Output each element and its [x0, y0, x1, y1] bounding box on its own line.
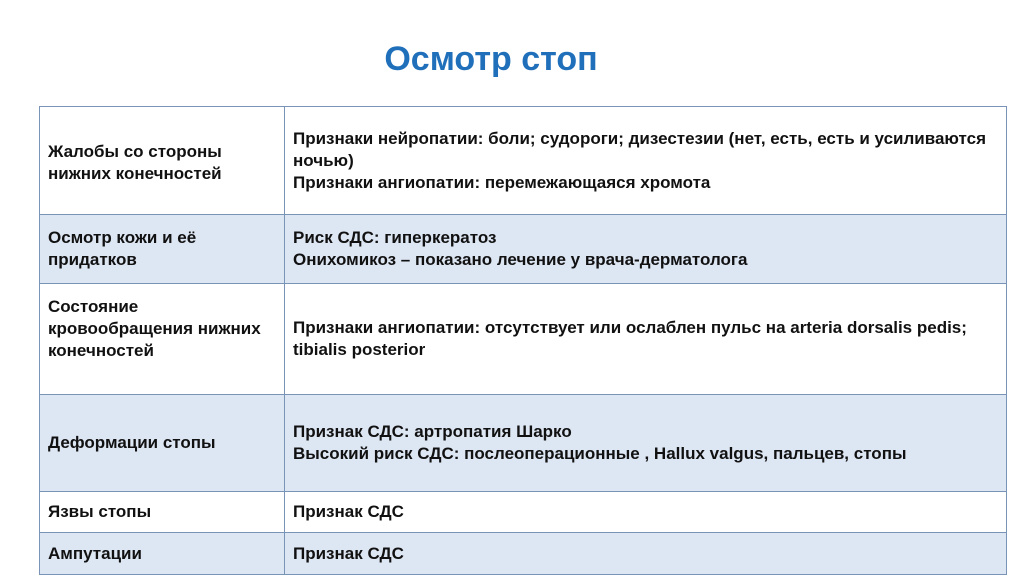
row-content-line: Признаки нейропатии: боли; судороги; дизестезии (нет, есть, есть и усиливаются ночью): [293, 128, 986, 170]
row-content-line: Признаки ангиопатии: отсутствует или ослаблен пульс на arteria dorsalis pedis; tibialis posterior: [293, 318, 967, 359]
row-content: [285, 107, 1007, 215]
row-label: Язвы стопы: [40, 492, 285, 533]
row-content-line: Признак СДС: [293, 502, 404, 521]
row-label: Ампутации: [40, 533, 285, 575]
row-content: [285, 215, 1007, 284]
row-content: [285, 492, 1007, 533]
slide-title: Осмотр стоп: [384, 40, 598, 78]
row-content-line: Признак СДС: артропатия Шарко: [293, 422, 572, 441]
row-content-line: Онихомикоз – показано лечение у врача-дерматолога: [293, 250, 748, 269]
table-row: [40, 533, 1007, 575]
table-row: [40, 107, 1007, 215]
row-label: Деформации стопы: [40, 395, 285, 492]
row-label: Осмотр кожи и её придатков: [40, 215, 285, 284]
table-row: [40, 492, 1007, 533]
table-row: [40, 395, 1007, 492]
table-row: [40, 215, 1007, 284]
row-label: Состояние кровообращения нижних конечностей: [40, 284, 285, 395]
row-content-line: Высокий риск СДС: послеоперационные , Hallux valgus, пальцев, стопы: [293, 444, 907, 463]
foot-exam-table: [39, 106, 1007, 575]
row-content-line: Риск СДС: гиперкератоз: [293, 228, 497, 247]
row-content-line: Признак СДС: [293, 543, 404, 563]
row-label: Жалобы со стороны нижних конечностей: [40, 107, 285, 215]
row-content: [285, 395, 1007, 492]
row-content-line: Признаки ангиопатии: перемежающаяся хромота: [293, 172, 711, 192]
row-content: [285, 533, 1007, 575]
table-row: [40, 284, 1007, 395]
row-content: [285, 284, 1007, 395]
